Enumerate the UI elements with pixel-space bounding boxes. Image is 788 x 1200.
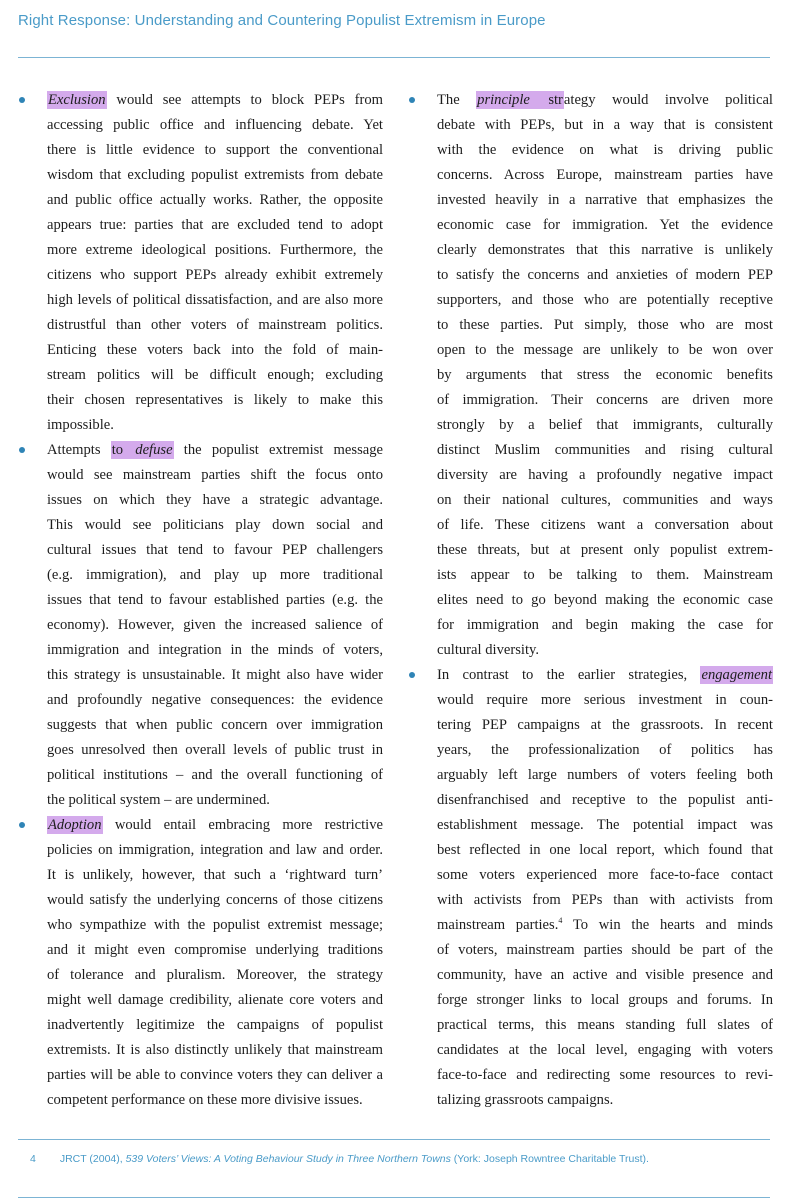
text-run: who sympathize with the populist extremist message; [47, 917, 383, 933]
text-line [47, 688, 383, 713]
text-line [437, 913, 773, 938]
text-run: clearly demonstrates that this narrative is unlikely [437, 242, 773, 258]
text-run: this strategy is unsustainable. It might also have wider [47, 667, 383, 683]
text-run: economy). However, given the increased salience of [47, 617, 383, 633]
text-line [437, 988, 773, 1013]
bullet-icon [409, 672, 415, 678]
text-line [47, 913, 383, 938]
text-run: suggests that when public concern over immigration [47, 717, 383, 733]
text-run: issues that tend to favour established parties (e.g. the [47, 592, 383, 608]
text-line [437, 838, 773, 863]
text-line [47, 663, 383, 688]
text-line [437, 663, 773, 688]
bullet-icon [19, 97, 25, 103]
text-run: their chosen representatives is likely to make this [47, 392, 383, 408]
text-line [47, 513, 383, 538]
text-run: issues on which they have a strategic advantage. [47, 492, 383, 508]
text-run: with the evidence on what is driving public [437, 142, 773, 158]
text-line [47, 763, 383, 788]
text-run: would entail embracing more restrictive [102, 817, 383, 833]
bottom-rule [18, 1197, 770, 1198]
text-run: parties will be able to convince voters they can deliver a [47, 1067, 383, 1083]
text-run: forge stronger links to local groups and forums. In [437, 992, 773, 1008]
text-line [47, 138, 383, 163]
text-line [47, 1038, 383, 1063]
footnote [30, 1153, 649, 1165]
text-line [47, 88, 383, 113]
text-run: community, have an active and visible presence and [437, 967, 773, 983]
text-run: strongly by a belief that immigrants, culturally [437, 417, 773, 433]
text-line [47, 438, 383, 463]
bullet-item [47, 438, 383, 813]
text-line [47, 238, 383, 263]
text-line [47, 288, 383, 313]
text-line [47, 938, 383, 963]
text-line [437, 463, 773, 488]
text-run: To win the hearts and minds [562, 917, 774, 933]
text-run: face-to-face and redirecting some resources to revi- [437, 1067, 773, 1083]
text-run: the political system – are undermined. [47, 792, 270, 808]
text-run: the populist extremist message [173, 442, 383, 458]
text-run: Attempts [47, 442, 111, 458]
text-line [437, 138, 773, 163]
text-line [437, 438, 773, 463]
text-line [47, 988, 383, 1013]
footnote-suffix: (York: Joseph Rowntree Charitable Trust). [450, 1153, 649, 1165]
text-line [47, 113, 383, 138]
text-run: and it might even compromise underlying traditions [47, 942, 383, 958]
text-line [437, 113, 773, 138]
text-line [437, 488, 773, 513]
text-line [47, 188, 383, 213]
text-line [437, 588, 773, 613]
text-run: of tolerance and pluralism. Moreover, the strategy [47, 967, 383, 983]
text-run: competent performance on these more divisive issues. [47, 1092, 363, 1108]
text-line [437, 888, 773, 913]
text-run: of immigration. Their concerns are driven more [437, 392, 773, 408]
text-run: stream politics will be difficult enough; excluding [47, 367, 383, 383]
text-line [437, 863, 773, 888]
text-line [437, 538, 773, 563]
right-column [437, 88, 773, 1113]
text-line [47, 538, 383, 563]
text-run: In contrast to the earlier strategies, [437, 667, 701, 683]
text-run: open to the message are unlikely to be won over [437, 342, 773, 358]
text-line [437, 163, 773, 188]
text-run: (e.g. immigration), and play up more traditional [47, 567, 383, 583]
text-run: with activists from PEPs than with activists from [437, 892, 773, 908]
text-run: The [437, 92, 477, 108]
text-line [437, 788, 773, 813]
bullet-item [47, 88, 383, 438]
text-line [437, 713, 773, 738]
text-line [47, 263, 383, 288]
highlighted-term: defuse [135, 442, 173, 458]
text-line [437, 813, 773, 838]
text-line [47, 963, 383, 988]
text-run: cultural issues that tend to favour PEP challengers [47, 542, 383, 558]
text-run: practical terms, this means standing full slates of [437, 1017, 773, 1033]
text-run: tering PEP campaigns at the grassroots. In recent [437, 717, 773, 733]
text-run: distrustful than other voters of mainstream politics. [47, 317, 383, 333]
text-run: extremists. It is also distinctly unlikely that mainstream [47, 1042, 383, 1058]
highlighted-term: principle [477, 92, 530, 108]
text-line [437, 88, 773, 113]
text-run: Enticing these voters back into the fold of main- [47, 342, 383, 358]
text-run: economic case for immigration. Yet the evidence [437, 217, 773, 233]
text-line [437, 763, 773, 788]
highlighted-term: Adoption [48, 817, 102, 833]
text-run: appears true: parties that are excluded tend to adopt [47, 217, 383, 233]
highlighted-term: to [111, 442, 134, 458]
text-line [47, 488, 383, 513]
text-run: concerns. Across Europe, mainstream parties have [437, 167, 773, 183]
bullet-item [47, 813, 383, 1113]
text-line [437, 513, 773, 538]
text-run: debate with PEPs, but in a way that is consistent [437, 117, 773, 133]
text-line [437, 1038, 773, 1063]
footnote-prefix: JRCT (2004), [59, 1153, 126, 1165]
text-line [437, 963, 773, 988]
text-line [47, 1088, 383, 1113]
text-run: to these parties. Put simply, those who are most [437, 317, 773, 333]
footnote-rule [18, 1139, 770, 1140]
text-line [437, 738, 773, 763]
text-run: inadvertently legitimize the campaigns of populist [47, 1017, 383, 1033]
text-run: wisdom that excluding populist extremists from debate [47, 167, 383, 183]
text-line [47, 713, 383, 738]
running-header: Right Response: Understanding and Countering Populist Extremism in Europe [18, 12, 546, 29]
text-line [47, 413, 383, 438]
text-line [47, 613, 383, 638]
text-run: would see attempts to block PEPs from [106, 92, 383, 108]
footnote-number: 4 [30, 1153, 36, 1165]
text-line [47, 388, 383, 413]
text-run: some voters experienced more face-to-face contact [437, 867, 773, 883]
text-run: years, the professionalization of politics has [437, 742, 773, 758]
text-line [437, 263, 773, 288]
footnote-title: 539 Voters’ Views: A Voting Behaviour Study in Three Northern Towns [125, 1153, 451, 1165]
text-line [437, 688, 773, 713]
header-rule [18, 57, 770, 58]
bullet-icon [19, 447, 25, 453]
text-run: best reflected in one local report, which found that [437, 842, 773, 858]
text-run: these threats, but at present only populist extrem- [437, 542, 773, 558]
text-run: goes unresolved then overall levels of public trust in [47, 742, 383, 758]
text-run: and profoundly negative consequences: the evidence [47, 692, 383, 708]
text-line [437, 338, 773, 363]
text-line [437, 188, 773, 213]
text-run: citizens who support PEPs already exhibit extremely [47, 267, 383, 283]
text-line [47, 338, 383, 363]
bullet-icon [409, 97, 415, 103]
text-line [437, 413, 773, 438]
text-line [437, 638, 773, 663]
text-run: political institutions – and the overall functioning of [47, 767, 383, 783]
text-run: would satisfy the underlying concerns of those citizens [47, 892, 383, 908]
highlighted-term: str [531, 92, 563, 108]
text-run: diversity are having a profoundly negative impact [437, 467, 773, 483]
text-line [47, 563, 383, 588]
text-run: talizing grassroots campaigns. [437, 1092, 614, 1108]
text-run: by arguments that stress the economic benefits [437, 367, 773, 383]
text-run: policies on immigration, integration and law and order. [47, 842, 383, 858]
text-line [437, 213, 773, 238]
text-line [47, 863, 383, 888]
text-run: would require more serious investment in coun- [437, 692, 773, 708]
bullet-icon [19, 822, 25, 828]
text-line [47, 213, 383, 238]
bullet-item [437, 663, 773, 1113]
text-run: to satisfy the concerns and anxieties of modern PEP [437, 267, 773, 283]
text-run: impossible. [47, 417, 114, 433]
text-run: there is little evidence to support the conventional [47, 142, 383, 158]
text-line [437, 1063, 773, 1088]
text-run: on their national cultures, communities and ways [437, 492, 773, 508]
text-line [437, 1088, 773, 1113]
text-run: might well damage credibility, alienate core voters and [47, 992, 383, 1008]
text-run: establishment message. The potential impact was [437, 817, 773, 833]
text-line [437, 388, 773, 413]
text-run: more extreme ideological positions. Furthermore, the [47, 242, 383, 258]
text-line [47, 838, 383, 863]
text-run: candidates at the local level, engaging with voters [437, 1042, 773, 1058]
text-run: disenfranchised and receptive to the populist anti- [437, 792, 773, 808]
text-run: cultural diversity. [437, 642, 539, 658]
text-run: ists appear to be talking to them. Mainstream [437, 567, 773, 583]
text-run: distinct Muslim communities and rising cultural [437, 442, 773, 458]
text-run: supporters, and those who are potentially receptive [437, 292, 773, 308]
text-line [47, 638, 383, 663]
bullet-item [437, 88, 773, 663]
text-run: high levels of political dissatisfaction, and are also more [47, 292, 383, 308]
text-line [437, 238, 773, 263]
text-run: mainstream parties. [437, 917, 559, 933]
text-run: immigration and integration in the minds of voters, [47, 642, 383, 658]
text-run: would see mainstream parties shift the focus onto [47, 467, 383, 483]
text-line [47, 1013, 383, 1038]
text-line [47, 788, 383, 813]
text-line [437, 1013, 773, 1038]
text-line [47, 813, 383, 838]
text-line [47, 463, 383, 488]
text-line [47, 588, 383, 613]
footnote-ref: 4 [558, 916, 563, 926]
text-run: elites need to go beyond making the economic case [437, 592, 773, 608]
text-line [47, 163, 383, 188]
text-line [437, 313, 773, 338]
highlighted-term: Exclusion [48, 92, 106, 108]
text-run: This would see politicians play down social and [47, 517, 383, 533]
left-column [47, 88, 383, 1113]
text-run: It is unlikely, however, that such a ‘rightward turn’ [47, 867, 383, 883]
text-line [47, 313, 383, 338]
text-run: accessing public office and influencing debate. Yet [47, 117, 383, 133]
text-run: of voters, mainstream parties should be part of the [437, 942, 773, 958]
text-run: for immigration and begin making the case for [437, 617, 773, 633]
text-line [437, 288, 773, 313]
text-line [437, 363, 773, 388]
text-line [47, 738, 383, 763]
text-line [47, 1063, 383, 1088]
text-run: arguably left large numbers of voters feeling both [437, 767, 773, 783]
text-run: of life. These citizens want a conversation about [437, 517, 773, 533]
text-run: invested heavily in a narrative that emphasizes the [437, 192, 773, 208]
text-line [47, 888, 383, 913]
text-run: ategy would involve political [563, 92, 773, 108]
text-line [437, 563, 773, 588]
text-line [437, 938, 773, 963]
text-run: and public office actually works. Rather, the opposite [47, 192, 383, 208]
text-line [437, 613, 773, 638]
text-line [47, 363, 383, 388]
highlighted-term: engagement [701, 667, 772, 683]
